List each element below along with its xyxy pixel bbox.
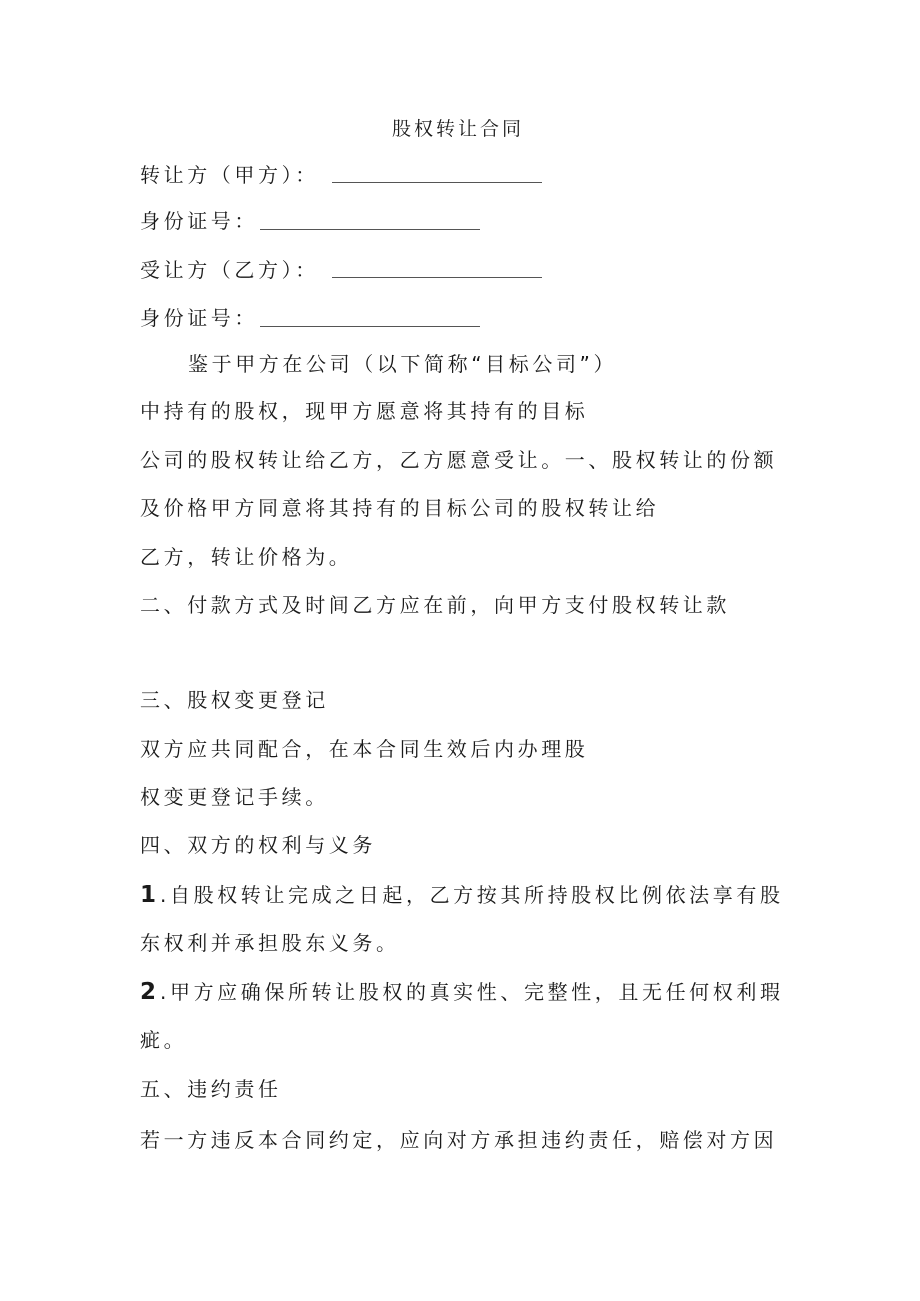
transferor-label: 转让方（甲方）：	[140, 163, 319, 187]
document-title: 股权转让合同	[392, 118, 525, 140]
liability-text-line: 若一方违反本合同约定，应向对方承担违约责任，赔偿对方因	[140, 1128, 778, 1152]
rights-item-1-text: .自股权转让完成之日起，乙方按其所持股权比例依法享有股	[160, 883, 784, 907]
recital-paragraph-line: 公司的股权转让给乙方，乙方愿意受让。一、股权转让的份额	[140, 448, 778, 472]
transferor-id-label: 身份证号：	[140, 209, 258, 233]
transferee-label: 受让方（乙方）：	[140, 258, 319, 282]
rights-item-1-number: 1	[140, 882, 161, 908]
transferor-id-blank	[260, 229, 480, 230]
transferor-name-blank	[332, 182, 542, 183]
transferee-name-blank	[332, 277, 542, 278]
rights-item-1-continuation: 东权利并承担股东义务。	[140, 931, 400, 955]
registration-text-line: 双方应共同配合，在本合同生效后内办理股	[140, 737, 589, 761]
rights-heading: 四、双方的权利与义务	[140, 833, 376, 857]
rights-item-2-number: 2	[140, 979, 161, 1005]
registration-text-line: 权变更登记手续。	[140, 785, 329, 809]
recital-paragraph-line: 鉴于甲方在公司（以下简称“目标公司”）	[188, 352, 618, 376]
rights-item-2-continuation: 疵。	[140, 1028, 188, 1052]
transferee-id-blank	[260, 326, 480, 327]
liability-heading: 五、违约责任	[140, 1077, 282, 1101]
rights-item-2-text: .甲方应确保所转让股权的真实性、完整性，且无任何权利瑕	[160, 980, 784, 1004]
transferee-id-label: 身份证号：	[140, 306, 258, 330]
registration-heading: 三、股权变更登记	[140, 688, 329, 712]
recital-paragraph-line: 乙方，转让价格为。	[140, 545, 353, 569]
recital-paragraph-line: 及价格甲方同意将其持有的目标公司的股权转让给	[140, 496, 660, 520]
payment-clause: 二、付款方式及时间乙方应在前，向甲方支付股权转让款	[140, 593, 730, 617]
rights-item-1	[140, 881, 784, 909]
recital-paragraph-line: 中持有的股权，现甲方愿意将其持有的目标	[140, 399, 589, 423]
rights-item-2	[140, 978, 784, 1006]
